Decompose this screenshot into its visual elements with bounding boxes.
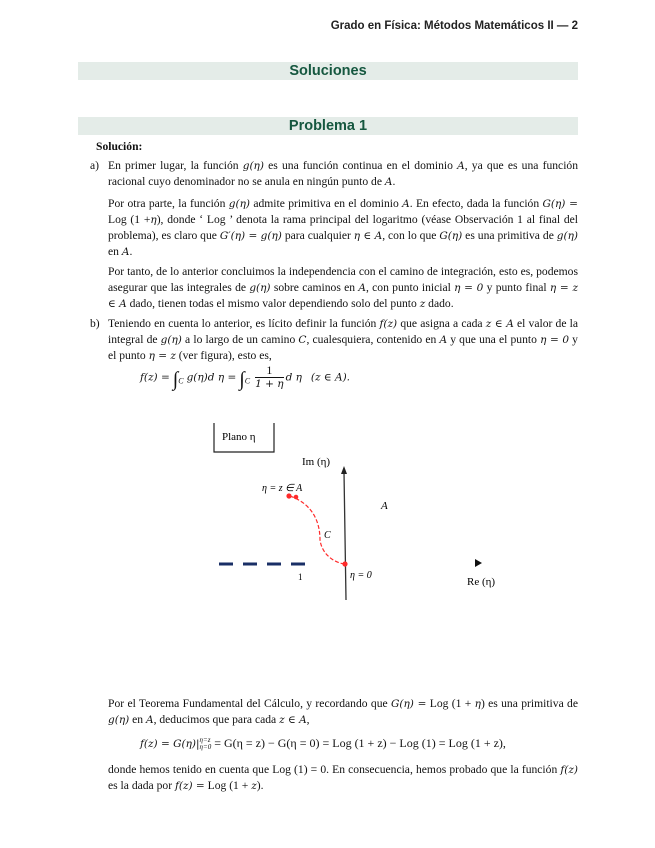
lower-limit: η=0: [199, 743, 212, 752]
text-run: Por el Teorema Fundamental del Cálculo, y recordando que: [108, 697, 391, 710]
text-run: que asigna a cada: [397, 317, 486, 330]
math-expression: A: [358, 282, 366, 294]
text-run: es una primitiva de: [462, 229, 557, 242]
text-run: en: [108, 245, 122, 258]
math-expression: η: [474, 698, 481, 710]
curve-label: C: [324, 530, 331, 541]
text-run: (ver figura), esto es,: [175, 349, 272, 362]
math-expression: g(η): [228, 198, 250, 210]
math-expression: A: [457, 160, 465, 172]
math-expression: G(η) =: [390, 698, 427, 710]
text-run: En primer lugar, la función: [108, 159, 243, 172]
math-expression: G(η): [439, 230, 463, 242]
start-point-label: η = 0: [350, 570, 372, 581]
text-run: , ya que es una función racional cuyo denominador no se anula en ningún punto de: [108, 159, 579, 188]
start-point-marker: [342, 561, 347, 566]
text-run: Log (1 +: [426, 697, 475, 710]
math-expression: z: [251, 780, 257, 792]
math-expression: η ∈ A: [353, 230, 383, 242]
integral-subscript: C: [178, 376, 184, 386]
math-expression: z: [419, 298, 426, 310]
item-b-marker: b): [90, 317, 100, 330]
integral-subscript: C: [244, 376, 251, 386]
path-c: [290, 496, 345, 564]
end-point-marker: [286, 493, 291, 498]
math-expression: g(η): [108, 714, 130, 726]
math-expression: η = 0: [454, 282, 484, 294]
math-expression: A: [402, 198, 410, 210]
section-title-problem: Problema 1: [78, 117, 578, 135]
math-expression: z ∈ A: [279, 714, 307, 726]
math-expression: η = z ∈ A: [108, 282, 578, 310]
text-run: ).: [256, 779, 264, 792]
text-run: , con lo que: [382, 229, 440, 242]
equation-fundamental-theorem: [140, 736, 506, 751]
math-expression: f(z): [560, 764, 578, 776]
eq-integrand: g(η)d η =: [186, 371, 237, 384]
text-run: a lo largo de un camino: [181, 333, 299, 346]
integral-sign: ∫: [239, 368, 245, 391]
text-run: el valor de la integral de: [108, 317, 579, 346]
running-header: Grado en Física: Métodos Matemáticos II — 2: [330, 20, 578, 32]
math-expression: z ∈ A: [485, 318, 514, 330]
text-run: para cualquier: [281, 229, 354, 242]
end-point-label: η = z ∈ A: [262, 483, 303, 494]
text-run: admite primitiva en el dominio: [249, 197, 403, 210]
eq-condition: (z ∈ A).: [310, 371, 351, 384]
text-run: dado, tienen todas el mismo valor dependiendo solo del punto: [126, 297, 420, 310]
denominator: 1 + η: [255, 378, 284, 390]
imaginary-axis: [344, 472, 346, 600]
text-run: y que una el punto: [447, 333, 541, 346]
cut-point-label: 1: [298, 572, 303, 582]
math-expression: g(η): [160, 334, 182, 346]
text-run: es la dada por: [108, 779, 175, 792]
plane-label: Plano η: [222, 431, 256, 443]
eq-lhs: f(z) =: [140, 371, 170, 384]
text-run: y el punto: [108, 333, 578, 362]
text-run: y punto final: [483, 281, 550, 294]
math-expression: η: [150, 214, 157, 226]
eval-limits: [200, 737, 212, 751]
text-run: ), donde ‘ Log ’ denota la rama principal del logaritmo (véase Observación 1 al final del problema), es claro que: [108, 213, 579, 242]
text-run: Log (1 +: [204, 779, 252, 792]
integral-sign: ∫: [172, 368, 179, 391]
text-run: Log (1 +: [108, 213, 151, 226]
text-run: , deducimos que para cada: [153, 713, 280, 726]
math-expression: η = z: [148, 350, 176, 362]
text-run: donde hemos tenido en cuenta que Log (1) = 0. En consecuencia, hemos probado que la función: [108, 763, 561, 776]
math-expression: A: [145, 714, 154, 726]
text-run: ) es una primitiva de: [480, 697, 578, 710]
math-expression: A: [121, 246, 130, 258]
math-expression: η = 0: [540, 334, 570, 346]
eq-part: f(z) = G(η)|: [140, 738, 200, 750]
math-expression: C: [298, 334, 307, 346]
math-expression: A: [439, 334, 448, 346]
section-title-solutions: Soluciones: [78, 62, 578, 80]
math-expression: g(η): [242, 160, 264, 172]
item-a-marker: a): [90, 159, 100, 172]
text-run: Por tanto, de lo anterior concluimos la independencia con el camino de integración, esto es, podemos asegurar que las integrales de: [108, 265, 578, 294]
text-run: en: [129, 713, 146, 726]
text-run: Por otra parte, la función: [108, 197, 229, 210]
text-run: ,: [306, 713, 310, 726]
text-run: Teniendo en cuenta lo anterior, es lícito definir la función: [108, 317, 380, 330]
text-run: , con punto inicial: [365, 281, 455, 294]
text-run: .: [129, 245, 133, 258]
solution-label: Solución:: [96, 140, 143, 153]
axis-arrow-icon: [341, 466, 347, 474]
math-expression: g(η): [556, 230, 578, 242]
im-axis-label: Im (η): [302, 456, 331, 468]
item-b-paragraph-3: [108, 762, 578, 794]
math-expression: f(z) =: [174, 780, 205, 792]
end-point-marker: [294, 495, 299, 500]
numerator: 1: [255, 364, 283, 378]
text-run: .: [392, 175, 396, 188]
text-run: sobre caminos en: [270, 281, 359, 294]
domain-label: A: [381, 500, 388, 512]
math-expression: A: [384, 176, 393, 188]
text-run: es una función continua en el dominio: [263, 159, 458, 172]
text-run: , cualesquiera, contenido en: [306, 333, 440, 346]
text-run: dado.: [425, 297, 454, 310]
re-axis-label: Re (η): [467, 576, 496, 588]
math-expression: f(z): [379, 318, 398, 330]
text-run: . En efecto, dada la función: [409, 197, 543, 210]
eq-differential: d η: [285, 371, 302, 384]
math-expression: g(η): [249, 282, 271, 294]
axis-arrow-icon: [475, 559, 482, 567]
item-b-paragraph-2: [108, 696, 578, 728]
math-expression: G′(η) = g(η): [219, 230, 282, 242]
math-expression: G(η) =: [542, 198, 578, 210]
upper-limit: η=z: [199, 736, 211, 745]
eq-part: = G(η = z) − G(η = 0) = Log (1 + z) − Log (1) = Log (1 + z),: [214, 736, 506, 750]
